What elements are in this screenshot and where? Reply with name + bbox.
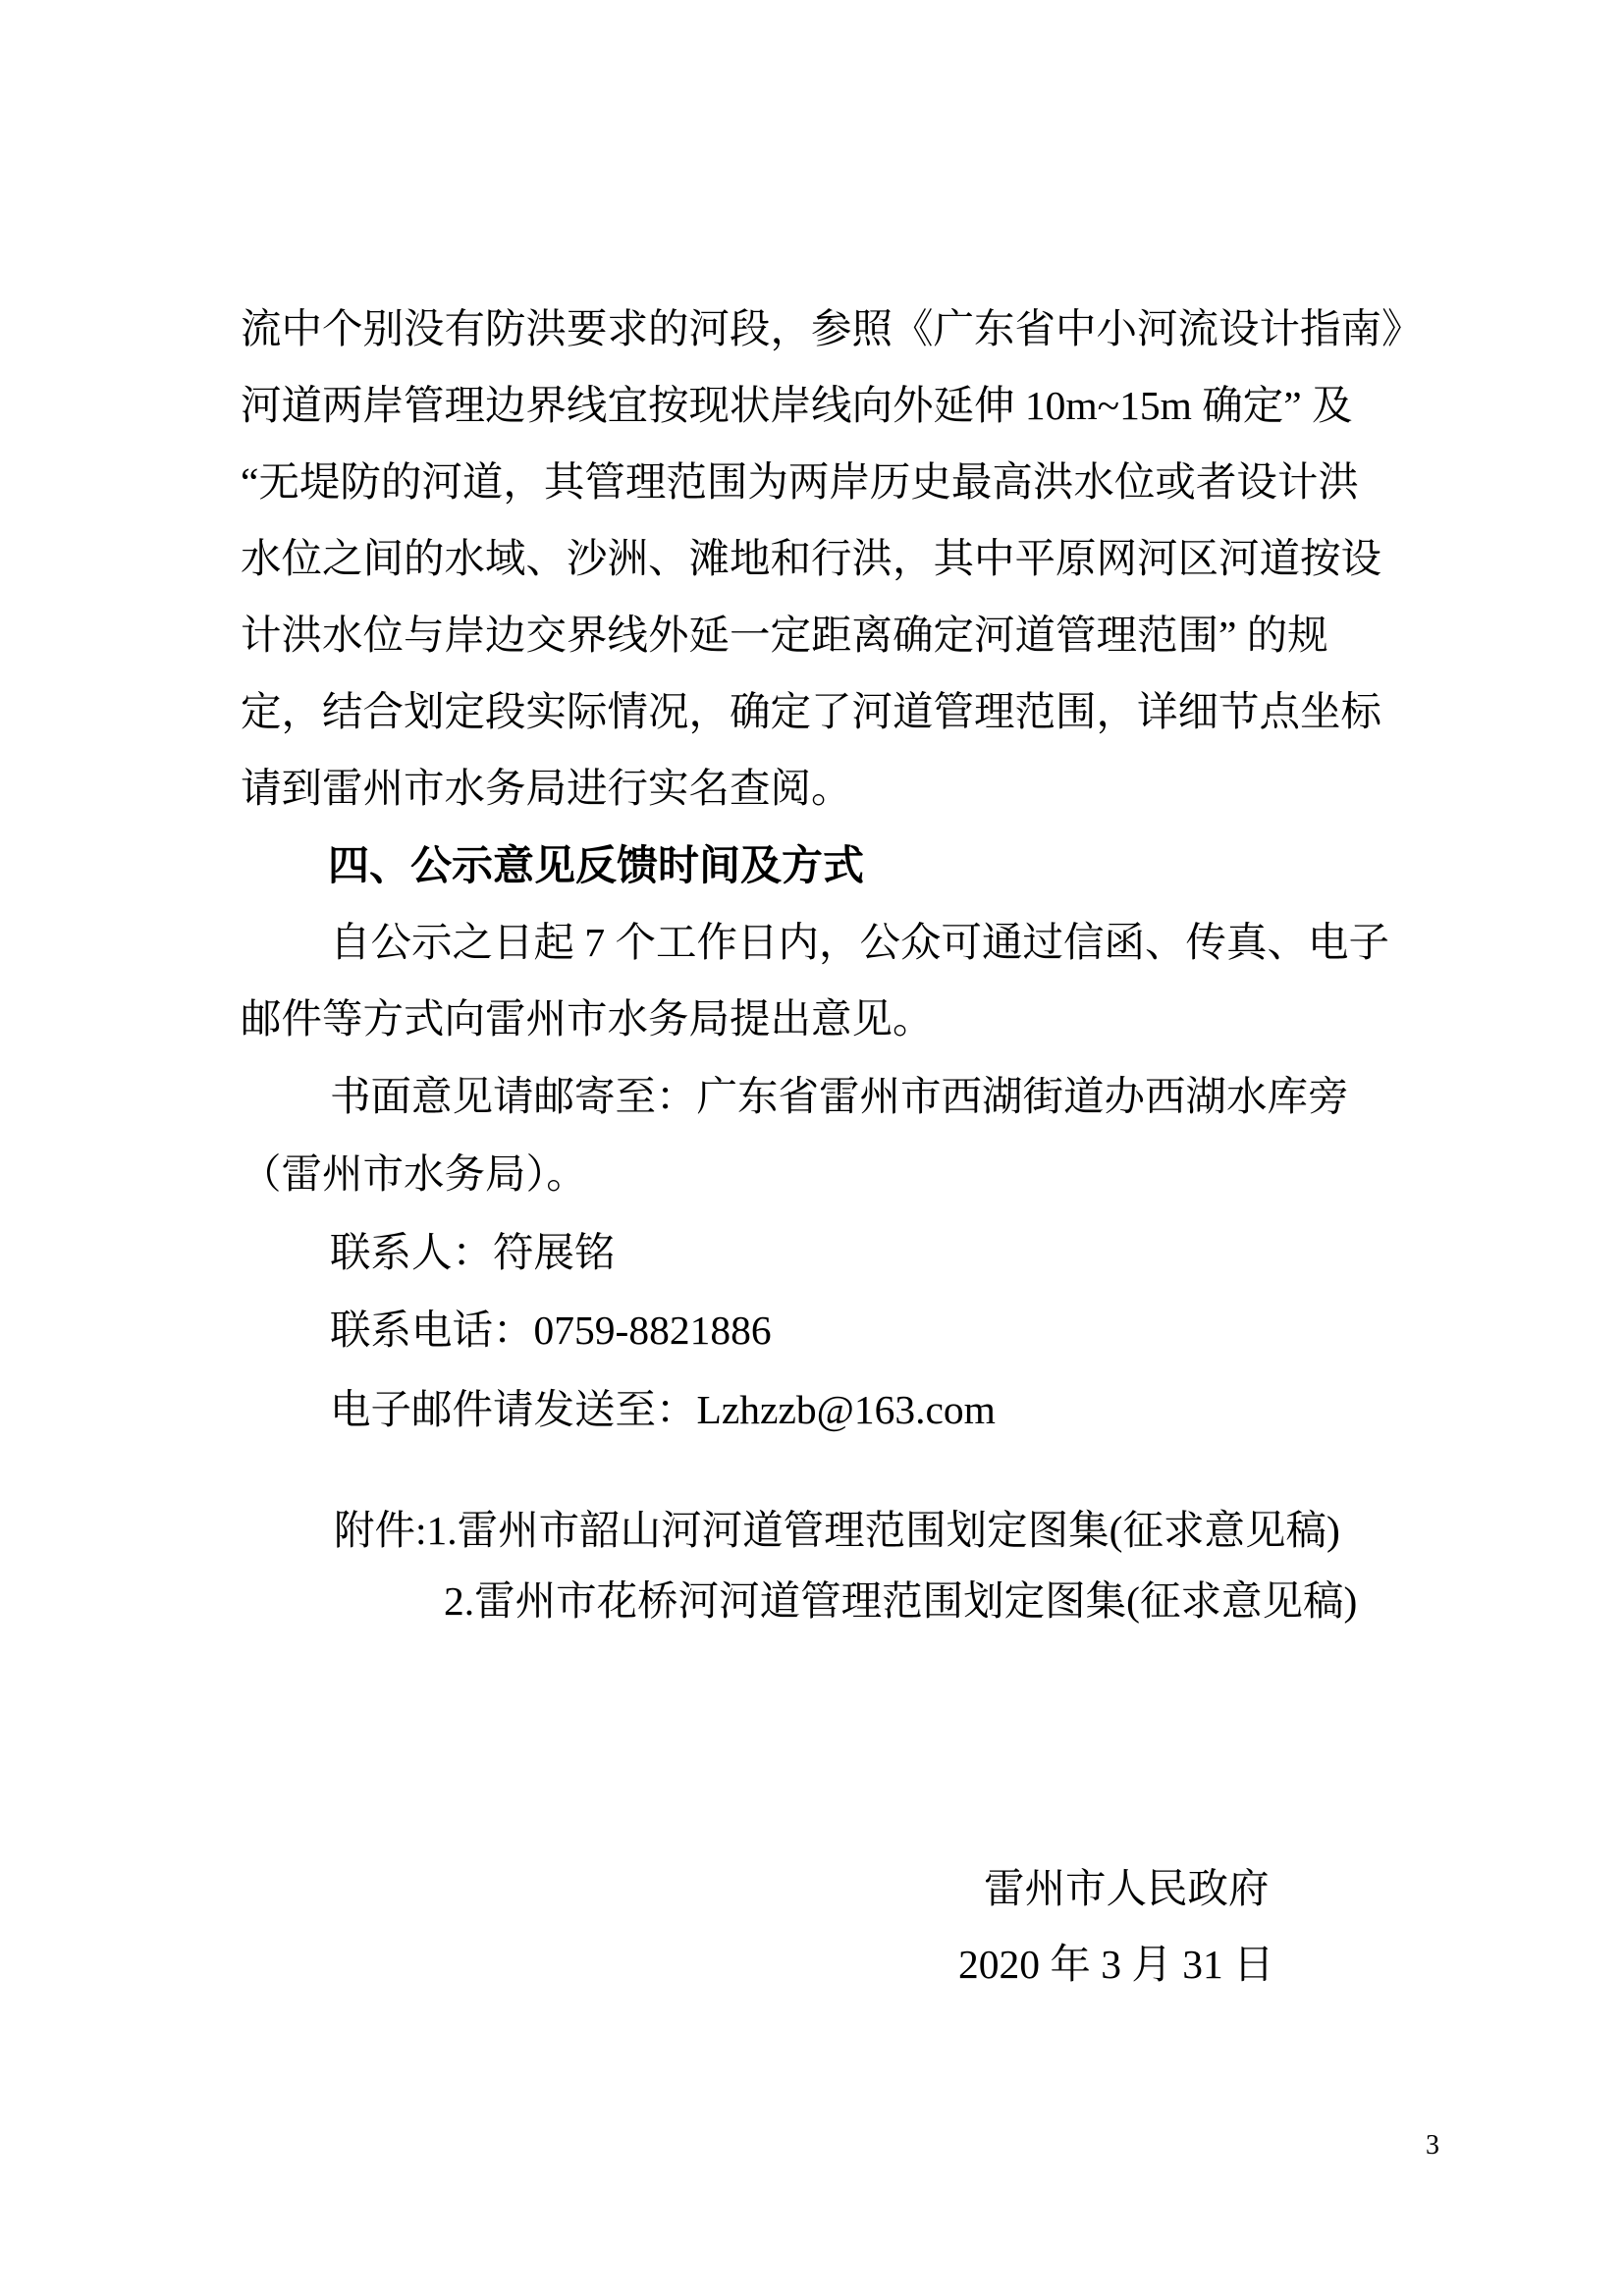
para1-line-6: 定，结合划定段实际情况，确定了河道管理范围，详细节点坐标 bbox=[241, 689, 1382, 734]
attachment-line-2: 2.雷州市花桥河河道管理范围划定图集(征求意见稿) bbox=[444, 1578, 1358, 1624]
attachment-line-1: 附件:1.雷州市韶山河河道管理范围划定图集(征求意见稿) bbox=[334, 1508, 1340, 1553]
contact-person-line: 联系人：符展铭 bbox=[330, 1230, 616, 1275]
section-heading: 四、公示意见反馈时间及方式 bbox=[328, 842, 865, 888]
para1-line-1: 流中个别没有防洪要求的河段，参照《广东省中小河流设计指南》 bbox=[241, 306, 1423, 351]
contact-email-line: 电子邮件请发送至：Lzhzzb@163.com bbox=[330, 1387, 996, 1432]
para1-line-4: 水位之间的水域、沙洲、滩地和行洪，其中平原网河区河道按设 bbox=[241, 536, 1382, 581]
para3-line-2: （雷州市水务局）。 bbox=[241, 1151, 587, 1197]
para2-line-1: 自公示之日起 7 个工作日内，公众可通过信函、传真、电子 bbox=[330, 920, 1390, 965]
date-line: 2020 年 3 月 31 日 bbox=[958, 1942, 1274, 1987]
para1-line-7: 请到雷州市水务局进行实名查阅。 bbox=[241, 766, 852, 811]
para1-line-3: “无堤防的河道，其管理范围为两岸历史最高洪水位或者设计洪 bbox=[241, 459, 1359, 505]
page-number: 3 bbox=[1426, 2130, 1439, 2161]
signature-line: 雷州市人民政府 bbox=[984, 1866, 1270, 1911]
contact-phone-line: 联系电话：0759-8821886 bbox=[330, 1308, 772, 1353]
para1-line-2: 河道两岸管理边界线宜按现状岸线向外延伸 10m~15m 确定” 及 bbox=[241, 383, 1353, 428]
para2-line-2: 邮件等方式向雷州市水务局提出意见。 bbox=[241, 996, 934, 1041]
para1-line-5: 计洪水位与岸边交界线外延一定距离确定河道管理范围” 的规 bbox=[241, 613, 1328, 658]
para3-line-1: 书面意见请邮寄至：广东省雷州市西湖街道办西湖水库旁 bbox=[330, 1074, 1349, 1119]
